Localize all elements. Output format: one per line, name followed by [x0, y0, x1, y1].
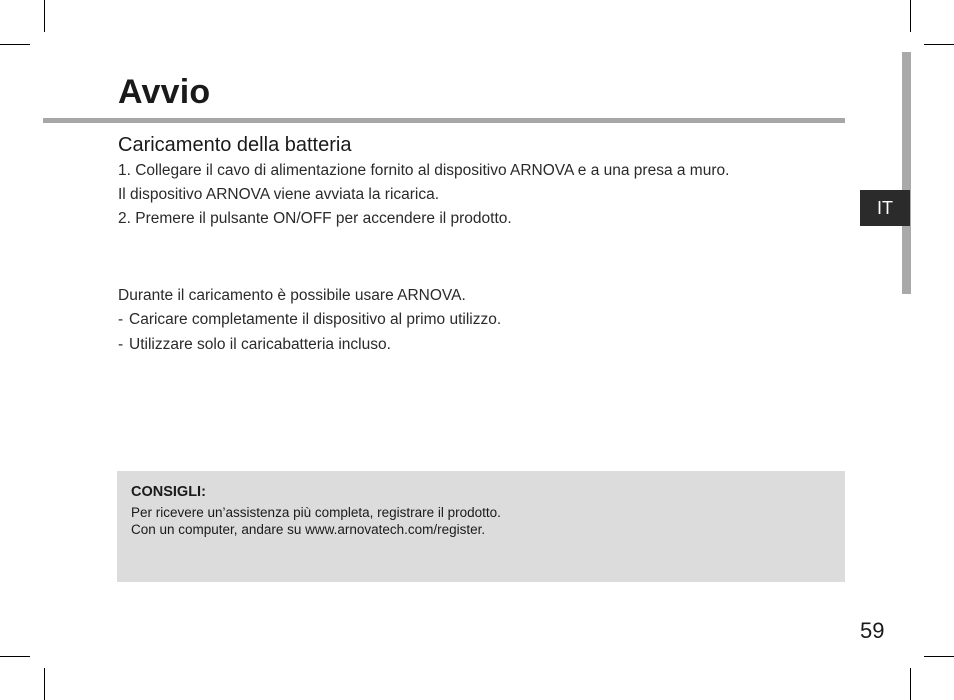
crop-mark-bottom-left-horizontal — [0, 656, 30, 657]
instruction-line-1: 1. Collegare il cavo di alimentazione fornito al dispositivo ARNOVA e a una presa a muro. — [118, 162, 730, 179]
crop-mark-bottom-left-vertical — [44, 668, 45, 700]
title-rule — [43, 118, 845, 123]
instruction-line-3: 2. Premere il pulsante ON/OFF per accendere il prodotto. — [118, 210, 512, 227]
page-number: 59 — [860, 618, 885, 643]
bullet-item — [118, 311, 501, 329]
crop-mark-top-right-vertical — [910, 0, 911, 32]
charging-note: Durante il caricamento è possibile usare ARNOVA. — [118, 287, 466, 304]
bullet-dash: - — [118, 311, 124, 328]
tips-box — [117, 471, 845, 582]
language-tab-label: IT — [877, 197, 893, 218]
section-heading: Caricamento della batteria — [118, 134, 352, 156]
crop-mark-bottom-right-vertical — [910, 668, 911, 700]
crop-mark-top-left-vertical — [44, 0, 45, 32]
tips-line-1: Per ricevere un’assistenza più completa, registrare il prodotto. — [131, 505, 501, 520]
language-tab — [860, 190, 910, 226]
bullet-dash: - — [118, 336, 124, 353]
crop-mark-top-right-horizontal — [924, 44, 954, 45]
tips-heading: CONSIGLI: — [131, 484, 206, 500]
instruction-line-2: Il dispositivo ARNOVA viene avviata la ricarica. — [118, 186, 440, 203]
crop-mark-top-left-horizontal — [0, 44, 30, 45]
bullet-text: Utilizzare solo il caricabatteria incluso. — [129, 336, 391, 353]
crop-mark-bottom-right-horizontal — [924, 656, 954, 657]
side-language-bar — [902, 52, 911, 294]
tips-line-2: Con un computer, andare su www.arnovatech.com/register. — [131, 522, 486, 537]
bullet-text: Caricare completamente il dispositivo al primo utilizzo. — [129, 311, 502, 328]
bullet-item — [118, 336, 391, 354]
page-title: Avvio — [118, 73, 211, 111]
